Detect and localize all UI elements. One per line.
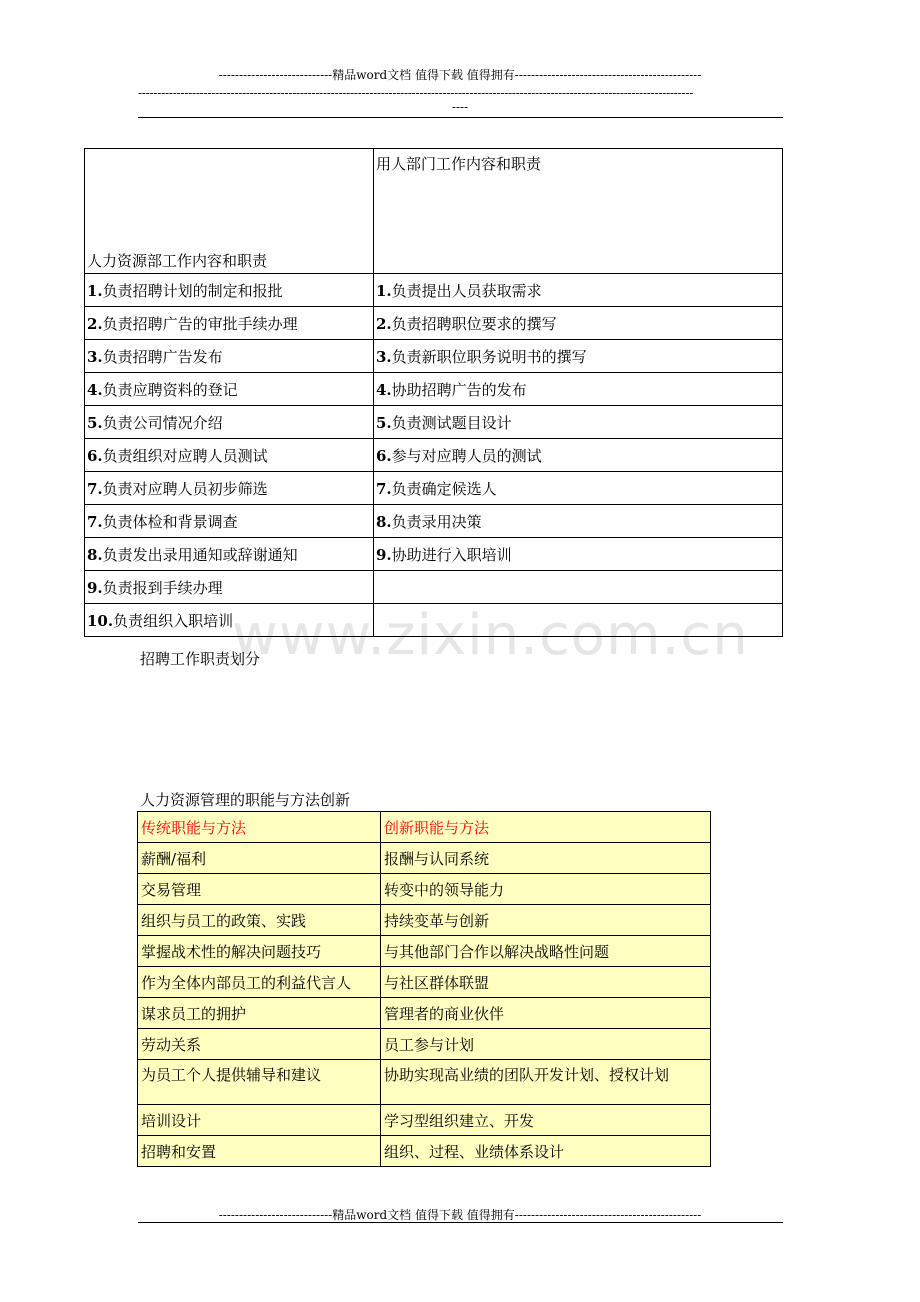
hr-duty-cell	[85, 604, 374, 637]
traditional-cell: 组织与员工的政策、实践	[138, 905, 381, 936]
table-row	[85, 571, 783, 604]
watermark: www.zixin.com.cn	[232, 603, 749, 668]
header-dash-line: ------------------------------------------------------------------------------------------------------------------------------------------------	[138, 86, 694, 100]
table-row	[138, 1060, 711, 1105]
dept-duty-cell	[374, 571, 783, 604]
dept-duty-cell	[374, 439, 783, 472]
table-row	[138, 1105, 711, 1136]
innovative-cell: 管理者的商业伙伴	[381, 998, 711, 1029]
innovative-cell: 组织、过程、业绩体系设计	[381, 1136, 711, 1167]
table-row	[138, 874, 711, 905]
table-row	[85, 406, 783, 439]
traditional-cell: 培训设计	[138, 1105, 381, 1136]
item-text: 负责招聘广告的审批手续办理	[102, 314, 298, 333]
table-row	[138, 1136, 711, 1167]
table-row	[85, 604, 783, 637]
footer-banner: ----------------------------精品word文档 值得下载 值得拥有----------------------------------------------	[218, 1208, 702, 1222]
table-row	[138, 998, 711, 1029]
item-text: 负责公司情况介绍	[102, 413, 223, 432]
item-number: 4.	[87, 380, 103, 399]
item-text: 协助招聘广告的发布	[391, 380, 527, 399]
table1-caption: 招聘工作职责划分	[140, 650, 261, 668]
hr-duty-cell	[85, 571, 374, 604]
traditional-cell: 招聘和安置	[138, 1136, 381, 1167]
dept-duty-cell	[374, 373, 783, 406]
item-number: 5.	[376, 413, 392, 432]
dept-duty-cell	[374, 307, 783, 340]
dept-duty-cell	[374, 472, 783, 505]
item-text: 负责组织入职培训	[113, 611, 234, 630]
dept-duty-cell	[374, 274, 783, 307]
item-number: 1.	[376, 281, 392, 300]
table-row	[85, 307, 783, 340]
header-hr-duties: 人力资源部工作内容和职责	[85, 149, 374, 274]
header-innovative: 创新职能与方法	[381, 812, 711, 843]
table-header-row	[85, 149, 783, 274]
table-row	[138, 843, 711, 874]
item-number: 6.	[87, 446, 103, 465]
traditional-cell: 交易管理	[138, 874, 381, 905]
footer-divider	[138, 1222, 783, 1223]
traditional-cell: 掌握战术性的解决问题技巧	[138, 936, 381, 967]
item-number: 4.	[376, 380, 392, 399]
item-text: 负责招聘广告发布	[102, 347, 223, 366]
item-number: 7.	[87, 512, 103, 531]
header-dept-duties: 用人部门工作内容和职责	[374, 149, 783, 274]
item-text: 负责新职位职务说明书的撰写	[391, 347, 587, 366]
table-row	[85, 340, 783, 373]
table-row	[85, 472, 783, 505]
item-text: 负责提出人员获取需求	[391, 281, 542, 300]
header-divider	[138, 117, 783, 118]
hr-duty-cell	[85, 472, 374, 505]
traditional-cell: 谋求员工的拥护	[138, 998, 381, 1029]
item-text: 负责组织对应聘人员测试	[102, 446, 268, 465]
item-text: 协助进行入职培训	[391, 545, 512, 564]
item-text: 负责确定候选人	[391, 479, 497, 498]
item-number: 2.	[376, 314, 392, 333]
item-number: 9.	[87, 578, 103, 597]
item-number: 2.	[87, 314, 103, 333]
innovative-cell: 与其他部门合作以解决战略性问题	[381, 936, 711, 967]
hr-duty-cell	[85, 274, 374, 307]
table-row	[138, 1029, 711, 1060]
traditional-cell: 薪酬/福利	[138, 843, 381, 874]
item-number: 7.	[87, 479, 103, 498]
item-number: 5.	[87, 413, 103, 432]
table-row	[138, 967, 711, 998]
table-row	[138, 905, 711, 936]
innovative-cell: 持续变革与创新	[381, 905, 711, 936]
traditional-cell: 作为全体内部员工的利益代言人	[138, 967, 381, 998]
traditional-cell: 劳动关系	[138, 1029, 381, 1060]
recruitment-duties-table	[84, 148, 783, 637]
traditional-cell: 为员工个人提供辅导和建议	[138, 1060, 381, 1105]
hr-duty-cell	[85, 307, 374, 340]
item-text: 负责对应聘人员初步筛选	[102, 479, 268, 498]
item-number: 8.	[87, 545, 103, 564]
item-number: 10.	[87, 611, 114, 630]
hr-duty-cell	[85, 439, 374, 472]
table-row	[85, 274, 783, 307]
item-number: 7.	[376, 479, 392, 498]
header-traditional: 传统职能与方法	[138, 812, 381, 843]
item-number: 9.	[376, 545, 392, 564]
hr-duty-cell	[85, 340, 374, 373]
innovative-cell: 与社区群体联盟	[381, 967, 711, 998]
dept-duty-cell	[374, 538, 783, 571]
table-header-row	[138, 812, 711, 843]
hr-duty-cell	[85, 505, 374, 538]
table2-caption: 人力资源管理的职能与方法创新	[140, 791, 351, 809]
header-dash-tail: ----	[451, 100, 469, 114]
table-row	[85, 373, 783, 406]
hr-functions-table	[137, 811, 711, 1167]
table-row	[85, 538, 783, 571]
innovative-cell: 员工参与计划	[381, 1029, 711, 1060]
innovative-cell: 报酬与认同系统	[381, 843, 711, 874]
item-number: 8.	[376, 512, 392, 531]
dept-duty-cell	[374, 604, 783, 637]
table-row	[85, 439, 783, 472]
hr-duty-cell	[85, 373, 374, 406]
dept-duty-cell	[374, 505, 783, 538]
hr-duty-cell	[85, 538, 374, 571]
item-number: 6.	[376, 446, 392, 465]
hr-duty-cell	[85, 406, 374, 439]
item-text: 负责报到手续办理	[102, 578, 223, 597]
item-text: 负责体检和背景调查	[102, 512, 238, 531]
innovative-cell: 协助实现高业绩的团队开发计划、授权计划	[381, 1060, 711, 1105]
table-row	[138, 936, 711, 967]
item-number: 3.	[376, 347, 392, 366]
item-number: 3.	[87, 347, 103, 366]
item-text: 负责发出录用通知或辞谢通知	[102, 545, 298, 564]
item-text: 负责录用决策	[391, 512, 482, 531]
item-number: 1.	[87, 281, 103, 300]
item-text: 负责测试题目设计	[391, 413, 512, 432]
item-text: 负责招聘职位要求的撰写	[391, 314, 557, 333]
innovative-cell: 学习型组织建立、开发	[381, 1105, 711, 1136]
header-banner: ----------------------------精品word文档 值得下载 值得拥有----------------------------------------------	[218, 68, 702, 82]
item-text: 负责应聘资料的登记	[102, 380, 238, 399]
innovative-cell: 转变中的领导能力	[381, 874, 711, 905]
item-text: 参与对应聘人员的测试	[391, 446, 542, 465]
table-row	[85, 505, 783, 538]
dept-duty-cell	[374, 340, 783, 373]
item-text: 负责招聘计划的制定和报批	[102, 281, 283, 300]
dept-duty-cell	[374, 406, 783, 439]
